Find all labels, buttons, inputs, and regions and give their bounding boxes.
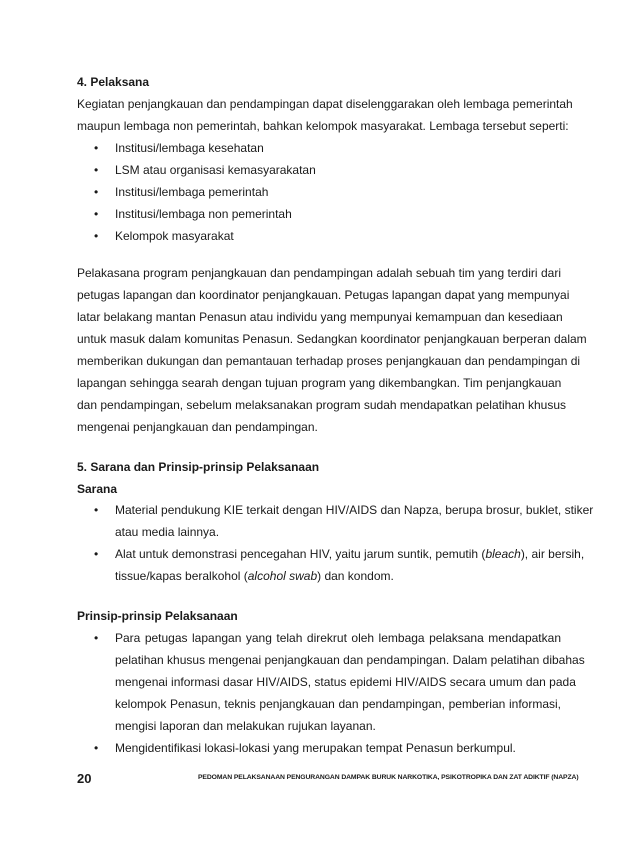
bullet-icon: • (94, 547, 99, 561)
list-item-continuation: kelompok Penasun, teknis penjangkauan dan pendampingan, pemberian informasi, (115, 697, 561, 711)
list-item: Mengidentifikasi lokasi-lokasi yang merupakan tempat Penasun berkumpul. (115, 741, 516, 755)
list-item (115, 547, 585, 561)
text-run: ) dan kondom. (317, 569, 394, 583)
list-item-continuation: mengisi laporan dan melakukan rujukan layanan. (115, 719, 376, 733)
text-run: ), air bersih, (520, 547, 585, 561)
list-item: Kelompok masyarakat (115, 229, 234, 243)
list-item: Institusi/lembaga pemerintah (115, 185, 269, 199)
para-line-7: dan pendampingan, sebelum melaksanakan program sudah mendapatkan pelatihan khusus (77, 398, 566, 412)
bullet-icon: • (94, 185, 99, 199)
page-number: 20 (77, 771, 92, 786)
footer-title: PEDOMAN PELAKSANAAN PENGURANGAN DAMPAK BURUK NARKOTIKA, PSIKOTROPIKA DAN ZAT ADIKTIF (NAPZA) (198, 774, 579, 781)
list-item: Institusi/lembaga kesehatan (115, 141, 264, 155)
list-item: Para petugas lapangan yang telah direkrut oleh lembaga pelaksana mendapatkan (115, 631, 561, 645)
text-run: tissue/kapas beralkohol ( (115, 569, 248, 583)
list-item-continuation: pelatihan khusus mengenai penjangkauan dan pendampingan. Dalam pelatihan dibahas (115, 653, 585, 667)
bullet-icon: • (94, 207, 99, 221)
section-4-heading: 4. Pelaksana (77, 75, 150, 89)
bullet-icon: • (94, 503, 99, 517)
para-line-4: untuk masuk dalam komunitas Penasun. Sedangkan koordinator penjangkauan berperan dalam (77, 332, 587, 346)
para-line-3: latar belakang mantan Penasun atau individu yang mempunyai kemampuan dan kesediaan (77, 310, 563, 324)
bullet-icon: • (94, 163, 99, 177)
para-line-1: Pelakasana program penjangkauan dan pendampingan adalah sebuah tim yang terdiri dari (77, 266, 561, 280)
list-item: LSM atau organisasi kemasyarakatan (115, 163, 316, 177)
list-item: Institusi/lembaga non pemerintah (115, 207, 292, 221)
bullet-icon: • (94, 741, 99, 755)
section-5-heading: 5. Sarana dan Prinsip-prinsip Pelaksanaan (77, 460, 320, 474)
intro-line-1: Kegiatan penjangkauan dan pendampingan dapat diselenggarakan oleh lembaga pemerintah (77, 97, 573, 111)
sarana-heading: Sarana (77, 482, 118, 496)
bullet-icon: • (94, 141, 99, 155)
para-line-6: lapangan sehingga searah dengan tujuan program yang dikembangkan. Tim penjangkauan (77, 376, 562, 390)
list-item-continuation: mengenai informasi dasar HIV/AIDS, status epidemi HIV/AIDS secara umum dan pada (115, 675, 576, 689)
para-line-2: petugas lapangan dan koordinator penjangkauan. Petugas lapangan dapat yang mempunyai (77, 288, 570, 302)
bullet-icon: • (94, 229, 99, 243)
italic-term: bleach (485, 547, 521, 561)
list-item-continuation (115, 569, 561, 583)
list-item-continuation: atau media lainnya. (115, 525, 220, 539)
bullet-icon: • (94, 631, 99, 645)
para-line-5: memberikan dukungan dan pemantauan terhadap proses penjangkauan dan pendampingan di (77, 354, 581, 368)
prinsip-heading: Prinsip-prinsip Pelaksanaan (77, 609, 238, 623)
italic-term: alcohol swab (247, 569, 318, 583)
text-run: Alat untuk demonstrasi pencegahan HIV, yaitu jarum suntik, pemutih ( (115, 547, 486, 561)
intro-line-2: maupun lembaga non pemerintah, bahkan kelompok masyarakat. Lembaga tersebut seperti: (77, 119, 569, 133)
para-line-8: mengenai penjangkauan dan pendampingan. (77, 420, 318, 434)
list-item: Material pendukung KIE terkait dengan HIV/AIDS dan Napza, berupa brosur, buklet, stiker (115, 503, 594, 517)
